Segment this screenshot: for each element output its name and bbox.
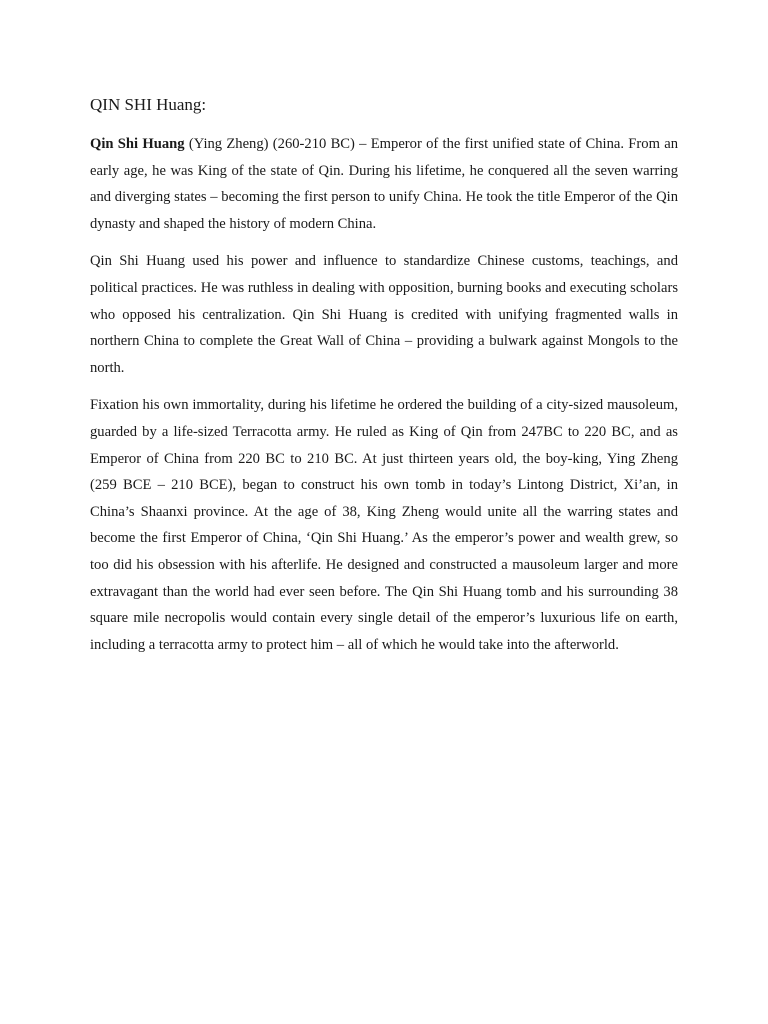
paragraph-2: Qin Shi Huang used his power and influence to standardize Chinese customs, teachings, and political practices. He was ruthless in dealing with opposition, burning books and executing scholars who opposed his centralization. Qin Shi Huang is credited with unifying fragmented walls in northern China to complete the Great Wall of China – providing a bulwark against Mongols to the north.: [90, 253, 678, 376]
paragraph-1: [90, 131, 678, 237]
paragraph-3: Fixation his own immortality, during his lifetime he ordered the building of a city-sized mausoleum, guarded by a life-sized Terracotta army. He ruled as King of Qin from 247BC to 220 BC, and as Emperor of China from 220 BC to 210 BC. At just thirteen years old, the boy-king, Ying Zheng (259 BCE – 210 BCE), began to construct his own tomb in today’s Lintong District, Xi’an, in China’s Shaanxi province. At the age of 38, King Zheng would unite all the warring states and become the first Emperor of China, ‘Qin Shi Huang.’ As the emperor’s power and wealth grew, so too did his obsession with his afterlife. He designed and constructed a mausoleum larger and more extravagant than the world had ever seen before. The Qin Shi Huang tomb and his surrounding 38 square mile necropolis would contain every single detail of the emperor’s luxurious life on earth, including a terracotta army to protect him – all of which he would take into the afterworld.: [90, 397, 678, 653]
document-page: [90, 93, 678, 669]
paragraph-1-bold-lead: Qin Shi Huang: [90, 136, 185, 152]
document-title: QIN SHI Huang:: [90, 95, 207, 114]
paragraph-1-text: (Ying Zheng) (260-210 BC) – Emperor of the first unified state of China. From an early age, he was King of the state of Qin. During his lifetime, he conquered all the seven warring and diverging states – becoming the first person to unify China. He took the title Emperor of the Qin dynasty and shaped the history of modern China.: [90, 136, 678, 232]
